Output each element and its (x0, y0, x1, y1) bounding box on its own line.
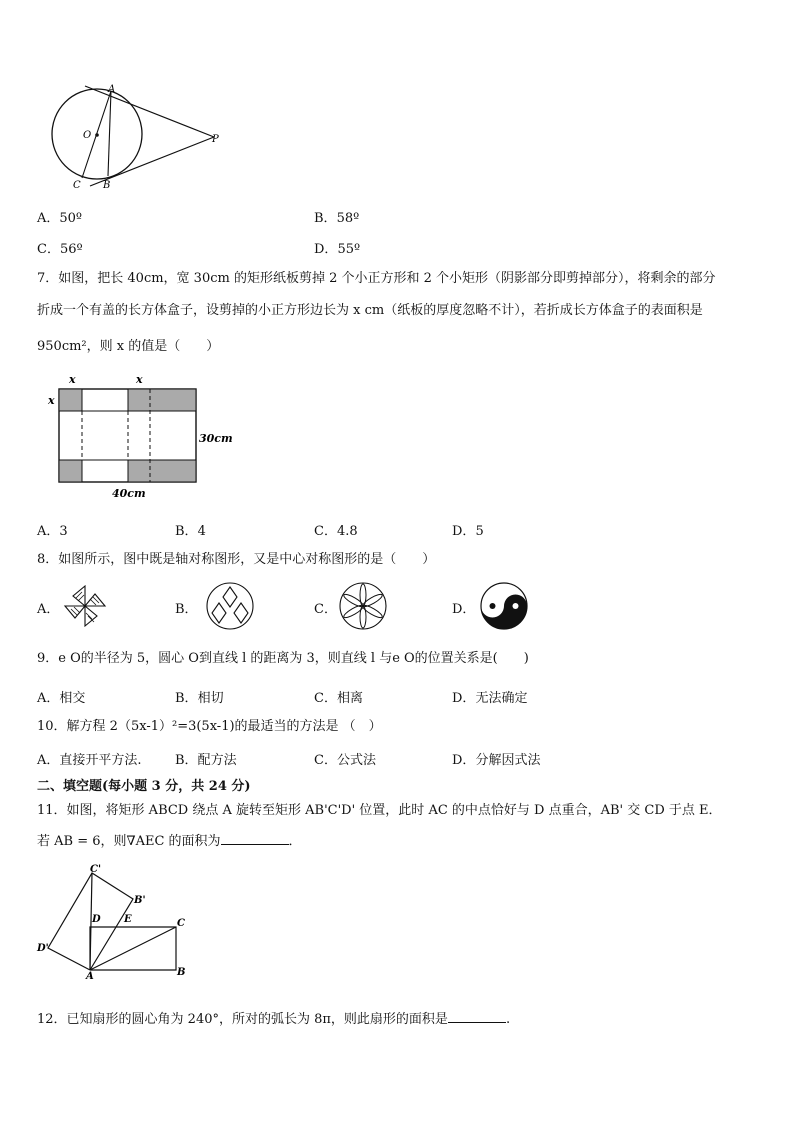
option-text: 无法确定 (475, 691, 528, 706)
option-letter: C． (314, 524, 337, 539)
q9-option-c[interactable] (314, 687, 363, 706)
q8-yinyang-figure (479, 581, 529, 631)
option-letter: A． (37, 691, 60, 706)
q7-option-d[interactable] (452, 520, 484, 539)
q6-label-o: O (83, 130, 92, 141)
q7-cut-rect-top-right (128, 389, 196, 411)
q6-option-b[interactable] (314, 207, 359, 226)
option-letter: B． (175, 753, 198, 768)
q8-option-b[interactable] (175, 598, 198, 617)
q7-label-width: 30cm (199, 432, 233, 445)
q8-petals-figure (338, 581, 388, 631)
option-text: 50º (59, 211, 83, 226)
option-letter: D． (452, 524, 476, 539)
q6-label-c: C (73, 180, 81, 191)
option-letter: D． (452, 753, 476, 768)
q7-stem-line2: 折成一个有盖的长方体盒子，设剪掉的小正方形边长为 x cm（纸板的厚度忽略不计），若折成长方体盒子的表面积是 (37, 303, 703, 318)
option-text: 相离 (336, 691, 363, 706)
q6-figure (40, 82, 230, 194)
q10-stem: 10．解方程 2（5x-1）²=3(5x-1)的最适当的方法是 （ ） (37, 719, 382, 734)
q11-answer-blank[interactable] (221, 843, 289, 845)
q9-stem: 9．e O的半径为 5，圆心 O到直线 l 的距离为 3，则直线 l 与e O的位置关系是( ) (37, 651, 529, 666)
q11-label-c1: C' (90, 864, 102, 875)
q11-label-b: B (177, 967, 186, 978)
option-text: 直接开平方法. (59, 753, 142, 768)
q11-label-c: C (177, 918, 185, 929)
option-letter: C． (314, 753, 337, 768)
q11-stem-line2 (37, 833, 302, 851)
q12-stem-text: 12．已知扇形的圆心角为 240°，所对的弧长为 8π，则此扇形的面积是 (37, 1012, 448, 1027)
option-letter: C． (314, 602, 337, 617)
q7-label-x-top-mid: x (136, 373, 143, 386)
q12-stem-end: . (505, 1012, 511, 1027)
q7-label-x-top-left: x (69, 373, 76, 386)
option-text: 55º (337, 242, 361, 257)
q11-stem-text: 若 AB = 6，则∇AEC 的面积为 (37, 834, 221, 849)
q6-chord-ab (108, 91, 111, 176)
q7-label-length: 40cm (112, 487, 146, 498)
q7-figure (45, 370, 245, 498)
option-text: 3 (59, 524, 68, 539)
option-letter: C． (37, 242, 60, 257)
q6-label-a: A (108, 84, 116, 95)
q7-label-x-left: x (48, 394, 55, 407)
q9-option-d[interactable] (452, 687, 527, 706)
q11-label-a: A (86, 971, 94, 980)
q6-label-p: P (212, 134, 219, 145)
q8-option-a[interactable] (37, 598, 59, 617)
option-letter: A． (37, 753, 60, 768)
q9-option-a[interactable] (37, 687, 85, 706)
q7-option-b[interactable] (175, 520, 206, 539)
q11-figure (34, 862, 194, 980)
q8-option-d[interactable] (452, 598, 475, 617)
section-title: 二、填空题(每小题 3 分，共 24 分) (37, 779, 251, 794)
q6-option-a[interactable] (37, 207, 82, 226)
q8-stem: 8．如图所示，图中既是轴对称图形，又是中心对称图形的是（ ） (37, 552, 436, 567)
option-letter: B． (175, 691, 198, 706)
q7-cut-square-top-left (59, 389, 82, 411)
option-letter: A． (37, 602, 60, 617)
option-letter: A． (37, 211, 60, 226)
q6-option-c[interactable] (37, 238, 83, 257)
q8-pinwheel-figure (62, 583, 108, 629)
q7-cut-square-bottom-left (59, 460, 82, 482)
q11-stem-line1: 11．如图，将矩形 ABCD 绕点 A 旋转至矩形 AB'C'D' 位置，此时 AC 的中点恰好与 D 点重合，AB' 交 CD 于点 E． (37, 803, 722, 818)
option-letter: A． (37, 524, 60, 539)
option-text: 公式法 (336, 753, 376, 768)
q7-option-c[interactable] (314, 520, 358, 539)
option-text: 4.8 (336, 524, 358, 539)
option-text: 58º (336, 211, 360, 226)
q11-label-b1: B' (134, 895, 146, 906)
option-text: 5 (475, 524, 484, 539)
option-text: 4 (197, 524, 206, 539)
q7-cut-rect-bottom-right (128, 460, 196, 482)
q8-option-c[interactable] (314, 598, 337, 617)
q6-option-d[interactable] (314, 238, 360, 257)
option-letter: C． (314, 691, 337, 706)
option-letter: B． (175, 524, 198, 539)
q12-answer-blank[interactable] (448, 1021, 506, 1023)
q7-option-a[interactable] (37, 520, 68, 539)
option-text: 分解因式法 (475, 753, 541, 768)
q7-stem-line3: 950cm²，则 x 的值是（ ） (37, 339, 220, 354)
q10-option-d[interactable] (452, 749, 540, 768)
option-letter: D． (452, 602, 476, 617)
q8-diamonds-figure (205, 581, 255, 631)
q11-stem-end: ． (288, 834, 302, 849)
option-letter: B． (314, 211, 337, 226)
q12-stem (37, 1011, 510, 1029)
option-text: 相交 (59, 691, 86, 706)
q11-label-e: E (124, 914, 132, 925)
q6-label-b: B (103, 180, 111, 191)
q10-option-a[interactable] (37, 749, 142, 768)
option-text: 配方法 (197, 753, 237, 768)
q9-option-b[interactable] (175, 687, 224, 706)
q10-option-b[interactable] (175, 749, 237, 768)
q10-option-c[interactable] (314, 749, 376, 768)
q7-stem-line1: 7．如图，把长 40cm，宽 30cm 的矩形纸板剪掉 2 个小正方形和 2 个小矩形（阴影部分即剪掉部分），将剩余的部分 (37, 271, 716, 286)
option-letter: D． (314, 242, 338, 257)
option-text: 相切 (197, 691, 224, 706)
q11-label-d1: D' (37, 943, 49, 954)
option-letter: D． (452, 691, 476, 706)
q11-label-d: D (92, 914, 101, 925)
option-text: 56º (59, 242, 83, 257)
q6-center-point (95, 133, 99, 137)
option-letter: B． (175, 602, 198, 617)
